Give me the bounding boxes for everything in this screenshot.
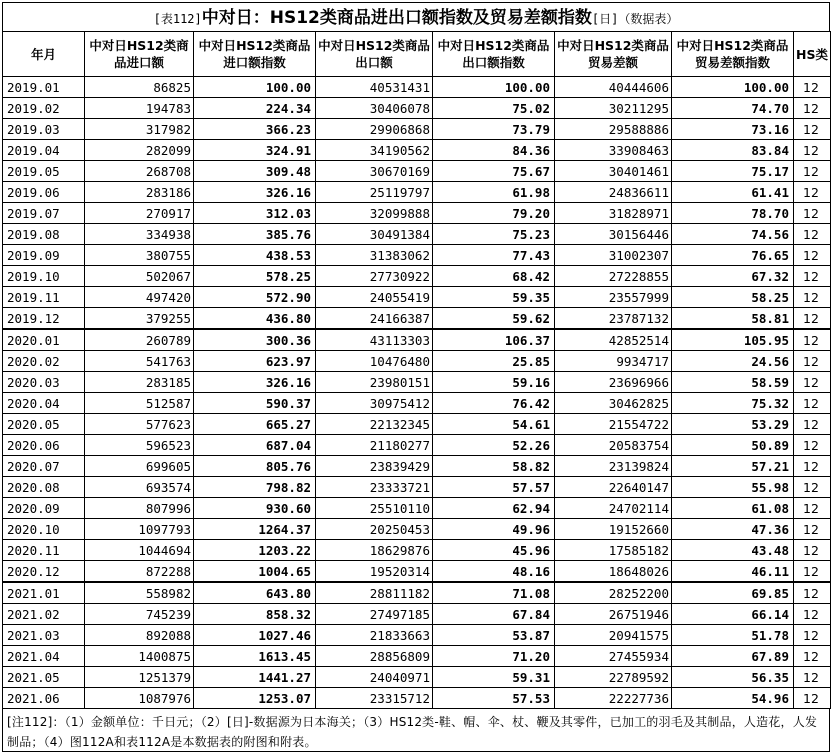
cell-import-index: 1004.65 [194,561,316,583]
cell-export-index: 57.53 [433,688,555,709]
table-row [3,540,831,561]
cell-balance-index: 58.59 [672,372,794,393]
cell-balance-index: 51.78 [672,625,794,646]
cell-import-index: 1203.22 [194,540,316,561]
table-row [3,266,831,287]
cell-month: 2021.05 [3,667,85,688]
cell-import: 596523 [85,435,194,456]
cell-export-index: 25.85 [433,351,555,372]
cell-month: 2020.08 [3,477,85,498]
cell-hs-class: 12 [794,308,831,330]
cell-month: 2020.02 [3,351,85,372]
cell-import: 260789 [85,329,194,351]
cell-import-index: 326.16 [194,182,316,203]
cell-balance: 22640147 [555,477,672,498]
table-row [3,287,831,308]
cell-balance: 20941575 [555,625,672,646]
cell-balance: 30211295 [555,98,672,119]
cell-export: 21833663 [316,625,433,646]
cell-hs-class: 12 [794,646,831,667]
cell-export-index: 71.20 [433,646,555,667]
table-row [3,604,831,625]
cell-balance-index: 55.98 [672,477,794,498]
table-row [3,477,831,498]
cell-export-index: 49.96 [433,519,555,540]
cell-import-index: 1441.27 [194,667,316,688]
cell-import-index: 1264.37 [194,519,316,540]
cell-balance: 9934717 [555,351,672,372]
cell-balance: 21554722 [555,414,672,435]
cell-import-index: 578.25 [194,266,316,287]
cell-hs-class: 12 [794,203,831,224]
cell-import-index: 623.97 [194,351,316,372]
cell-export: 34190562 [316,140,433,161]
cell-export-index: 79.20 [433,203,555,224]
cell-export: 32099888 [316,203,433,224]
table-row [3,245,831,266]
cell-import-index: 224.34 [194,98,316,119]
cell-hs-class: 12 [794,667,831,688]
cell-month: 2020.07 [3,456,85,477]
cell-hs-class: 12 [794,561,831,583]
table-row [3,519,831,540]
cell-balance-index: 76.65 [672,245,794,266]
cell-month: 2019.06 [3,182,85,203]
cell-balance-index: 54.96 [672,688,794,709]
cell-hs-class: 12 [794,266,831,287]
col-header-export-index: 中对日HS12类商品出口额指数 [433,32,555,77]
table-row [3,98,831,119]
cell-hs-class: 12 [794,625,831,646]
cell-import-index: 643.80 [194,582,316,604]
cell-import: 283185 [85,372,194,393]
cell-balance: 30462825 [555,393,672,414]
cell-import-index: 590.37 [194,393,316,414]
cell-export-index: 59.35 [433,287,555,308]
cell-import-index: 438.53 [194,245,316,266]
cell-import: 268708 [85,161,194,182]
cell-export: 30406078 [316,98,433,119]
cell-balance-index: 74.56 [672,224,794,245]
cell-import-index: 665.27 [194,414,316,435]
cell-export: 28856809 [316,646,433,667]
cell-import: 577623 [85,414,194,435]
cell-import-index: 300.36 [194,329,316,351]
cell-import-index: 1253.07 [194,688,316,709]
cell-balance: 26751946 [555,604,672,625]
cell-balance: 30401461 [555,161,672,182]
cell-month: 2020.11 [3,540,85,561]
cell-import: 282099 [85,140,194,161]
cell-export: 24055419 [316,287,433,308]
cell-export-index: 62.94 [433,498,555,519]
cell-month: 2020.06 [3,435,85,456]
table-row [3,161,831,182]
cell-export: 21180277 [316,435,433,456]
cell-balance: 28252200 [555,582,672,604]
cell-import: 497420 [85,287,194,308]
cell-balance-index: 75.17 [672,161,794,182]
cell-month: 2019.03 [3,119,85,140]
cell-export-index: 58.82 [433,456,555,477]
cell-balance-index: 69.85 [672,582,794,604]
cell-balance-index: 74.70 [672,98,794,119]
table-row [3,182,831,203]
cell-balance: 27228855 [555,266,672,287]
cell-month: 2019.11 [3,287,85,308]
cell-export: 31383062 [316,245,433,266]
cell-hs-class: 12 [794,287,831,308]
cell-balance: 23557999 [555,287,672,308]
cell-balance: 27455934 [555,646,672,667]
cell-export: 23980151 [316,372,433,393]
cell-import-index: 1027.46 [194,625,316,646]
cell-hs-class: 12 [794,329,831,351]
cell-hs-class: 12 [794,98,831,119]
cell-hs-class: 12 [794,540,831,561]
cell-month: 2020.10 [3,519,85,540]
cell-balance-index: 53.29 [672,414,794,435]
cell-hs-class: 12 [794,435,831,456]
table-row [3,414,831,435]
cell-hs-class: 12 [794,140,831,161]
cell-balance: 42852514 [555,329,672,351]
cell-import: 699605 [85,456,194,477]
table-row [3,498,831,519]
cell-hs-class: 12 [794,119,831,140]
cell-export-index: 53.87 [433,625,555,646]
cell-month: 2019.09 [3,245,85,266]
cell-import: 1400875 [85,646,194,667]
cell-import-index: 798.82 [194,477,316,498]
cell-balance: 33908463 [555,140,672,161]
cell-month: 2020.01 [3,329,85,351]
table-row [3,456,831,477]
cell-hs-class: 12 [794,456,831,477]
cell-export-index: 73.79 [433,119,555,140]
cell-hs-class: 12 [794,351,831,372]
col-header-export: 中对日HS12类商品出口额 [316,32,433,77]
cell-hs-class: 12 [794,161,831,182]
cell-export: 29906868 [316,119,433,140]
cell-export-index: 45.96 [433,540,555,561]
cell-export: 40531431 [316,77,433,98]
cell-export: 10476480 [316,351,433,372]
cell-balance-index: 105.95 [672,329,794,351]
cell-export: 43113303 [316,329,433,351]
cell-hs-class: 12 [794,498,831,519]
cell-hs-class: 12 [794,519,831,540]
cell-import-index: 805.76 [194,456,316,477]
cell-import: 334938 [85,224,194,245]
cell-export-index: 59.16 [433,372,555,393]
cell-month: 2019.08 [3,224,85,245]
table-row [3,351,831,372]
cell-import: 807996 [85,498,194,519]
table-row [3,625,831,646]
cell-import-index: 366.23 [194,119,316,140]
data-table-document [2,2,830,752]
cell-month: 2019.01 [3,77,85,98]
cell-month: 2019.05 [3,161,85,182]
cell-import-index: 309.48 [194,161,316,182]
cell-export: 23333721 [316,477,433,498]
cell-balance-index: 58.81 [672,308,794,330]
cell-export-index: 54.61 [433,414,555,435]
col-header-month: 年月 [3,32,85,77]
cell-balance-index: 61.41 [672,182,794,203]
table-row [3,646,831,667]
table-row [3,393,831,414]
cell-import: 380755 [85,245,194,266]
col-header-balance: 中对日HS12类商品贸易差额 [555,32,672,77]
cell-export-index: 71.08 [433,582,555,604]
cell-balance: 22227736 [555,688,672,709]
cell-balance: 23139824 [555,456,672,477]
cell-balance-index: 50.89 [672,435,794,456]
cell-export-index: 68.42 [433,266,555,287]
table-row [3,561,831,583]
cell-hs-class: 12 [794,604,831,625]
cell-hs-class: 12 [794,414,831,435]
cell-export: 23315712 [316,688,433,709]
cell-balance: 40444606 [555,77,672,98]
table-row [3,688,831,709]
cell-hs-class: 12 [794,688,831,709]
cell-balance-index: 47.36 [672,519,794,540]
table-row [3,667,831,688]
cell-month: 2020.09 [3,498,85,519]
cell-import: 86825 [85,77,194,98]
cell-export-index: 100.00 [433,77,555,98]
cell-import: 1097793 [85,519,194,540]
cell-hs-class: 12 [794,245,831,266]
cell-import: 270917 [85,203,194,224]
cell-balance-index: 67.89 [672,646,794,667]
cell-hs-class: 12 [794,182,831,203]
cell-balance: 20583754 [555,435,672,456]
col-header-import: 中对日HS12类商品进口额 [85,32,194,77]
col-header-hs-class: HS类 [794,32,831,77]
cell-balance: 24702114 [555,498,672,519]
header-row [3,32,831,77]
cell-balance-index: 67.32 [672,266,794,287]
cell-import-index: 687.04 [194,435,316,456]
cell-month: 2021.02 [3,604,85,625]
cell-balance-index: 46.11 [672,561,794,583]
table-row [3,203,831,224]
table-row [3,435,831,456]
table-row [3,329,831,351]
table-row [3,308,831,330]
cell-balance: 17585182 [555,540,672,561]
cell-balance: 24836611 [555,182,672,203]
cell-import-index: 326.16 [194,372,316,393]
cell-import: 194783 [85,98,194,119]
cell-import: 1251379 [85,667,194,688]
title-main: 中对日：HS12类商品进出口额指数及贸易差额指数 [201,8,592,28]
cell-export: 24166387 [316,308,433,330]
cell-hs-class: 12 [794,582,831,604]
cell-export-index: 75.67 [433,161,555,182]
cell-balance-index: 61.08 [672,498,794,519]
cell-export-index: 75.02 [433,98,555,119]
cell-balance-index: 66.14 [672,604,794,625]
cell-import: 541763 [85,351,194,372]
cell-export: 27497185 [316,604,433,625]
cell-export: 24040971 [316,667,433,688]
cell-month: 2019.07 [3,203,85,224]
cell-import: 872288 [85,561,194,583]
cell-import-index: 858.32 [194,604,316,625]
cell-balance-index: 56.35 [672,667,794,688]
cell-month: 2019.12 [3,308,85,330]
table-title [2,2,830,31]
table-row [3,582,831,604]
cell-export-index: 77.43 [433,245,555,266]
cell-hs-class: 12 [794,372,831,393]
cell-import: 745239 [85,604,194,625]
cell-import-index: 930.60 [194,498,316,519]
cell-export: 23839429 [316,456,433,477]
cell-balance: 30156446 [555,224,672,245]
table-row [3,119,831,140]
col-header-balance-index: 中对日HS12类商品贸易差额指数 [672,32,794,77]
cell-export-index: 59.62 [433,308,555,330]
cell-export: 25510110 [316,498,433,519]
cell-export: 20250453 [316,519,433,540]
cell-balance: 19152660 [555,519,672,540]
cell-import-index: 100.00 [194,77,316,98]
cell-balance-index: 100.00 [672,77,794,98]
cell-month: 2020.12 [3,561,85,583]
cell-export: 25119797 [316,182,433,203]
cell-balance-index: 58.25 [672,287,794,308]
cell-balance-index: 43.48 [672,540,794,561]
cell-export: 30491384 [316,224,433,245]
cell-import: 558982 [85,582,194,604]
cell-month: 2021.06 [3,688,85,709]
cell-month: 2020.03 [3,372,85,393]
cell-export-index: 67.84 [433,604,555,625]
cell-import-index: 312.03 [194,203,316,224]
cell-export: 27730922 [316,266,433,287]
cell-export-index: 76.42 [433,393,555,414]
cell-month: 2020.05 [3,414,85,435]
table-body [3,77,831,709]
cell-month: 2019.10 [3,266,85,287]
cell-export-index: 106.37 [433,329,555,351]
cell-import: 379255 [85,308,194,330]
cell-export-index: 52.26 [433,435,555,456]
cell-import-index: 385.76 [194,224,316,245]
cell-hs-class: 12 [794,224,831,245]
cell-export-index: 75.23 [433,224,555,245]
cell-month: 2021.04 [3,646,85,667]
cell-month: 2019.02 [3,98,85,119]
cell-balance: 31002307 [555,245,672,266]
cell-hs-class: 12 [794,393,831,414]
col-header-import-index: 中对日HS12类商品进口额指数 [194,32,316,77]
table-footnote: [注112]：（1）金额单位：千日元；（2）[日]-数据源为日本海关；（3）HS12类-鞋、帽、伞、杖、鞭及其零件，已加工的羽毛及其制品，人造花，人发制品；（4）图112A和表112A是本数据表的附图和附表。 [2,709,830,752]
trade-index-table [2,31,831,709]
cell-import: 283186 [85,182,194,203]
cell-import: 512587 [85,393,194,414]
cell-balance: 31828971 [555,203,672,224]
table-row [3,224,831,245]
cell-import: 502067 [85,266,194,287]
cell-balance-index: 75.32 [672,393,794,414]
cell-month: 2020.04 [3,393,85,414]
cell-import: 892088 [85,625,194,646]
cell-import-index: 572.90 [194,287,316,308]
cell-export-index: 57.57 [433,477,555,498]
cell-export: 22132345 [316,414,433,435]
title-tag: [表112] [153,12,202,26]
cell-import: 317982 [85,119,194,140]
cell-balance-index: 83.84 [672,140,794,161]
cell-balance: 23787132 [555,308,672,330]
cell-import-index: 1613.45 [194,646,316,667]
title-note: （数据表） [618,12,679,26]
cell-hs-class: 12 [794,477,831,498]
cell-export: 30975412 [316,393,433,414]
cell-export: 18629876 [316,540,433,561]
cell-import: 1044694 [85,540,194,561]
cell-month: 2019.04 [3,140,85,161]
cell-balance-index: 73.16 [672,119,794,140]
cell-month: 2021.01 [3,582,85,604]
cell-export: 28811182 [316,582,433,604]
cell-import-index: 436.80 [194,308,316,330]
cell-balance-index: 57.21 [672,456,794,477]
cell-hs-class: 12 [794,77,831,98]
cell-balance-index: 24.56 [672,351,794,372]
cell-export-index: 84.36 [433,140,555,161]
table-row [3,77,831,98]
cell-balance-index: 78.70 [672,203,794,224]
cell-export-index: 59.31 [433,667,555,688]
cell-export: 30670169 [316,161,433,182]
cell-export-index: 61.98 [433,182,555,203]
cell-balance: 22789592 [555,667,672,688]
table-row [3,372,831,393]
table-row [3,140,831,161]
title-suffix: [日] [591,12,619,26]
cell-export-index: 48.16 [433,561,555,583]
cell-balance: 29588886 [555,119,672,140]
cell-import: 693574 [85,477,194,498]
cell-month: 2021.03 [3,625,85,646]
cell-export: 19520314 [316,561,433,583]
cell-import-index: 324.91 [194,140,316,161]
cell-balance: 18648026 [555,561,672,583]
cell-import: 1087976 [85,688,194,709]
cell-balance: 23696966 [555,372,672,393]
